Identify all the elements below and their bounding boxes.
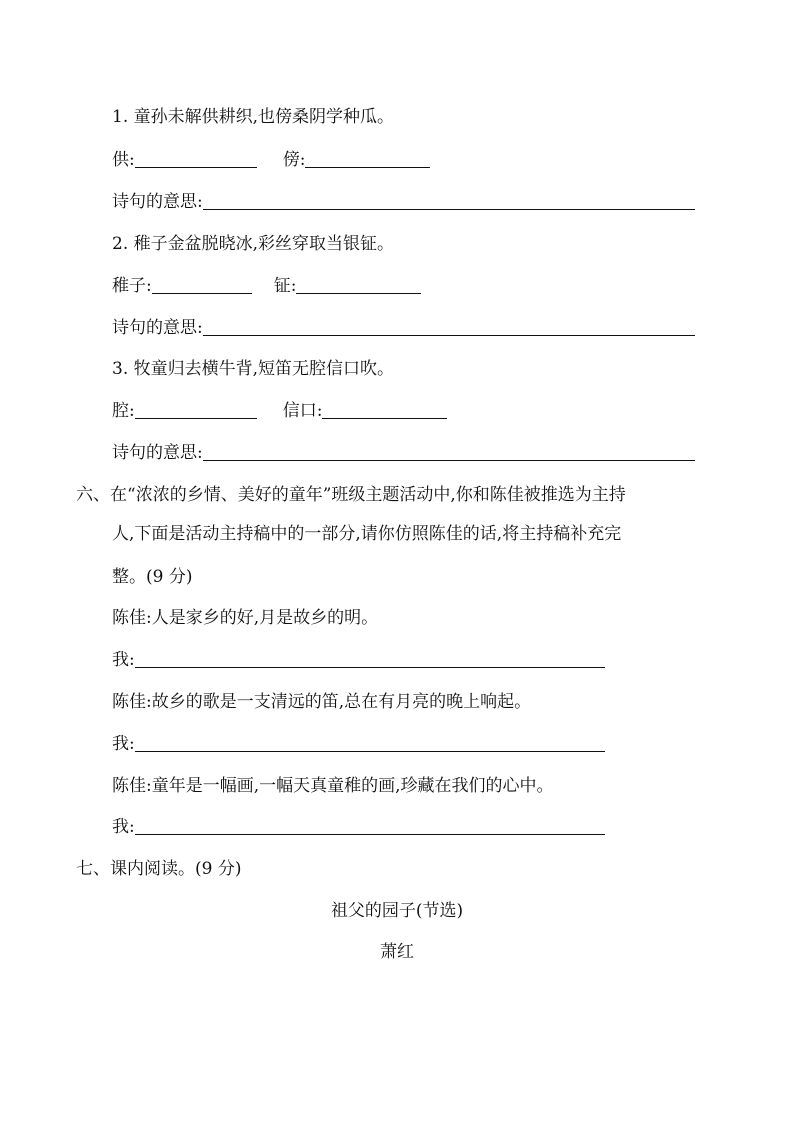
s6-me-label-1: 我: — [112, 650, 135, 670]
q2-word1-blank[interactable] — [152, 275, 252, 294]
q2-meaning-blank[interactable] — [203, 317, 695, 336]
q1-meaning — [112, 190, 695, 214]
q3-meaning — [112, 441, 695, 465]
q2-word2-blank[interactable] — [296, 275, 421, 294]
s6-me-label-3: 我: — [112, 817, 135, 837]
s6-my-blank-3[interactable] — [135, 816, 605, 835]
s6-my-blank-2[interactable] — [135, 733, 605, 752]
q3-word2-blank[interactable] — [322, 400, 447, 419]
s6-my-blank-1[interactable] — [135, 649, 605, 668]
s6-instruction-line1: 六、在“浓浓的乡情、美好的童年”班级主题活动中,你和陈佳被推选为主持 — [76, 485, 626, 505]
q1-words — [112, 148, 430, 172]
s6-instruction-line3: 整。(9 分) — [112, 567, 193, 587]
s6-me-label-2: 我: — [112, 734, 135, 754]
q3-poem: 3. 牧童归去横牛背,短笛无腔信口吹。 — [112, 359, 395, 379]
q1-meaning-blank[interactable] — [203, 191, 695, 210]
q3-words — [112, 399, 447, 423]
q3-meaning-blank[interactable] — [203, 442, 695, 461]
s6-my-line-1 — [112, 648, 605, 672]
q1-word1-blank[interactable] — [135, 149, 257, 168]
q1-word2-blank[interactable] — [305, 149, 430, 168]
passage-author: 萧红 — [380, 942, 414, 962]
q3-meaning-label: 诗句的意思: — [112, 443, 203, 463]
passage-title: 祖父的园子(节选) — [330, 901, 464, 921]
q2-poem: 2. 稚子金盆脱晓冰,彩丝穿取当银钲。 — [112, 234, 395, 254]
s6-chenjia-line-3: 陈佳:童年是一幅画,一幅天真童稚的画,珍藏在我们的心中。 — [112, 776, 554, 796]
q2-word2-label: 钲: — [273, 276, 297, 296]
s6-chenjia-line-1: 陈佳:人是家乡的好,月是故乡的明。 — [112, 608, 379, 628]
q2-meaning — [112, 316, 695, 340]
q3-word2-label: 信口: — [282, 401, 323, 421]
q1-meaning-label: 诗句的意思: — [112, 192, 203, 212]
q3-word1-label: 腔: — [112, 401, 135, 421]
q1-word2-label: 傍: — [282, 150, 306, 170]
s7-heading: 七、课内阅读。(9 分) — [76, 859, 242, 879]
s6-chenjia-line-2: 陈佳:故乡的歌是一支清远的笛,总在有月亮的晚上响起。 — [112, 692, 532, 712]
s6-my-line-3 — [112, 815, 605, 839]
q1-word1-label: 供: — [112, 150, 135, 170]
q1-poem: 1. 童孙未解供耕织,也傍桑阴学种瓜。 — [112, 107, 395, 127]
q2-meaning-label: 诗句的意思: — [112, 318, 203, 338]
q2-word1-label: 稚子: — [112, 276, 152, 296]
q3-word1-blank[interactable] — [135, 400, 257, 419]
s6-my-line-2 — [112, 732, 605, 756]
s6-instruction-line2: 人,下面是活动主持稿中的一部分,请你仿照陈佳的话,将主持稿补充完 — [112, 524, 622, 544]
q2-words — [112, 274, 421, 298]
